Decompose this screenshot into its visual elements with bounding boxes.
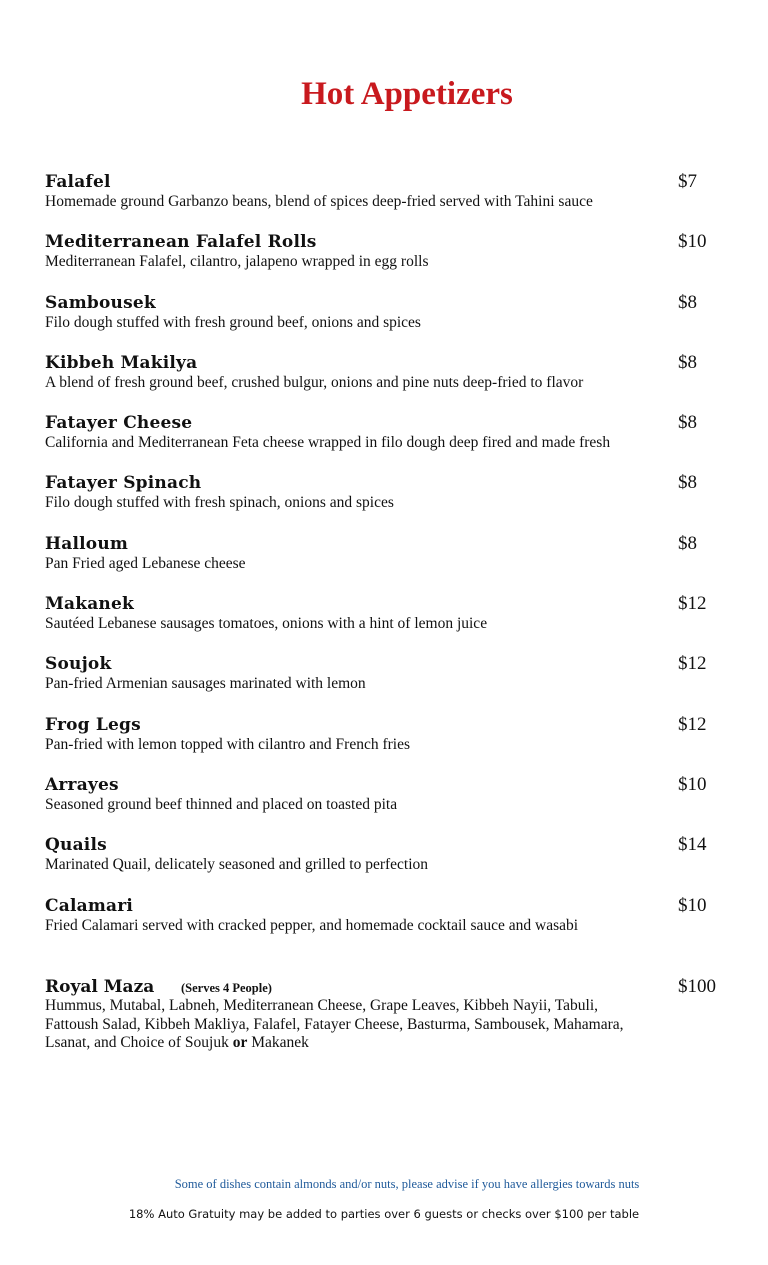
item-name: Halloum — [45, 533, 129, 554]
menu-item — [45, 292, 725, 352]
allergy-notice: Some of dishes contain almonds and/or nuts, please advise if you have allergies towards nuts — [174, 1177, 640, 1191]
royal-desc-text: Makanek — [247, 1034, 309, 1051]
menu-item — [45, 231, 725, 291]
item-description: Filo dough stuffed with fresh spinach, onions and spices — [45, 494, 394, 512]
menu-item — [45, 653, 725, 713]
item-name: Mediterranean Falafel Rolls — [45, 232, 317, 253]
item-description: California and Mediterranean Feta cheese wrapped in filo dough deep fired and made fresh — [45, 434, 611, 452]
item-name: Soujok — [45, 654, 112, 675]
menu-item — [45, 593, 725, 653]
item-price: $12 — [678, 713, 707, 735]
royal-desc-line: Hummus, Mutabal, Labneh, Mediterranean Cheese, Grape Leaves, Kibbeh Nayii, Tabuli, — [45, 997, 599, 1014]
item-price: $7 — [678, 171, 697, 192]
item-description: Filo dough stuffed with fresh ground beef, onions and spices — [45, 313, 421, 331]
menu-item — [45, 533, 725, 593]
item-name: Fatayer Cheese — [45, 413, 193, 434]
item-name: Fatayer Spinach — [45, 473, 202, 494]
menu-item — [45, 895, 725, 955]
item-description: Pan-fried Armenian sausages marinated with lemon — [45, 675, 366, 693]
royal-maza-description — [45, 997, 725, 1053]
item-price: $10 — [678, 773, 707, 795]
menu-item — [45, 412, 725, 472]
item-price: $14 — [678, 834, 707, 856]
menu-item — [45, 472, 725, 532]
item-description: Mediterranean Falafel, cilantro, jalapeno wrapped in egg rolls — [45, 253, 429, 271]
royal-maza-name: Royal Maza — [45, 977, 155, 997]
royal-desc-line — [45, 1034, 725, 1053]
item-name: Makanek — [45, 594, 134, 615]
item-name: Sambousek — [45, 292, 156, 313]
gratuity-notice: 18% Auto Gratuity may be added to parties over 6 guests or checks over $100 per table — [128, 1207, 640, 1221]
item-price: $8 — [678, 351, 697, 373]
menu-item — [45, 834, 725, 894]
item-name: Calamari — [45, 895, 134, 916]
menu-item — [45, 714, 725, 774]
item-description: Pan Fried aged Lebanese cheese — [45, 554, 246, 572]
item-description: Pan-fried with lemon topped with cilantro and French fries — [45, 735, 411, 753]
item-name: Falafel — [45, 172, 111, 192]
menu-item — [45, 171, 725, 231]
item-description: Sautéed Lebanese sausages tomatoes, onions with a hint of lemon juice — [45, 615, 488, 633]
item-description: Fried Calamari served with cracked pepper, and homemade cocktail sauce and wasabi — [45, 916, 579, 934]
item-price: $10 — [678, 231, 707, 253]
item-description: Marinated Quail, delicately seasoned and grilled to perfection — [45, 856, 429, 874]
item-name: Arrayes — [45, 774, 119, 795]
royal-desc-or: or — [232, 1034, 248, 1051]
item-description: Seasoned ground beef thinned and placed on toasted pita — [45, 795, 398, 813]
royal-maza-price: $100 — [678, 976, 716, 997]
item-name: Frog Legs — [45, 714, 141, 735]
item-price: $8 — [678, 291, 697, 313]
item-name: Kibbeh Makilya — [45, 352, 198, 373]
item-description: Homemade ground Garbanzo beans, blend of spices deep-fried served with Tahini sauce — [45, 193, 593, 210]
page-title: Hot Appetizers — [301, 76, 513, 112]
item-price: $8 — [678, 472, 697, 494]
item-price: $8 — [678, 412, 697, 434]
royal-desc-line: Fattoush Salad, Kibbeh Makliya, Falafel, Fatayer Cheese, Basturma, Sambousek, Mahamara, — [45, 1015, 624, 1033]
item-name: Quails — [45, 835, 107, 856]
item-price: $8 — [678, 532, 697, 554]
item-price: $10 — [678, 894, 707, 916]
menu-item — [45, 352, 725, 412]
menu-list — [45, 171, 725, 955]
item-price: $12 — [678, 653, 707, 675]
item-description: A blend of fresh ground beef, crushed bulgur, onions and pine nuts deep-fried to flavor — [45, 373, 584, 391]
item-price: $12 — [678, 593, 707, 615]
menu-item — [45, 774, 725, 834]
royal-desc-text: Lsanat, and Choice of Soujuk — [45, 1034, 233, 1051]
serves-note: (Serves 4 People) — [181, 981, 272, 995]
